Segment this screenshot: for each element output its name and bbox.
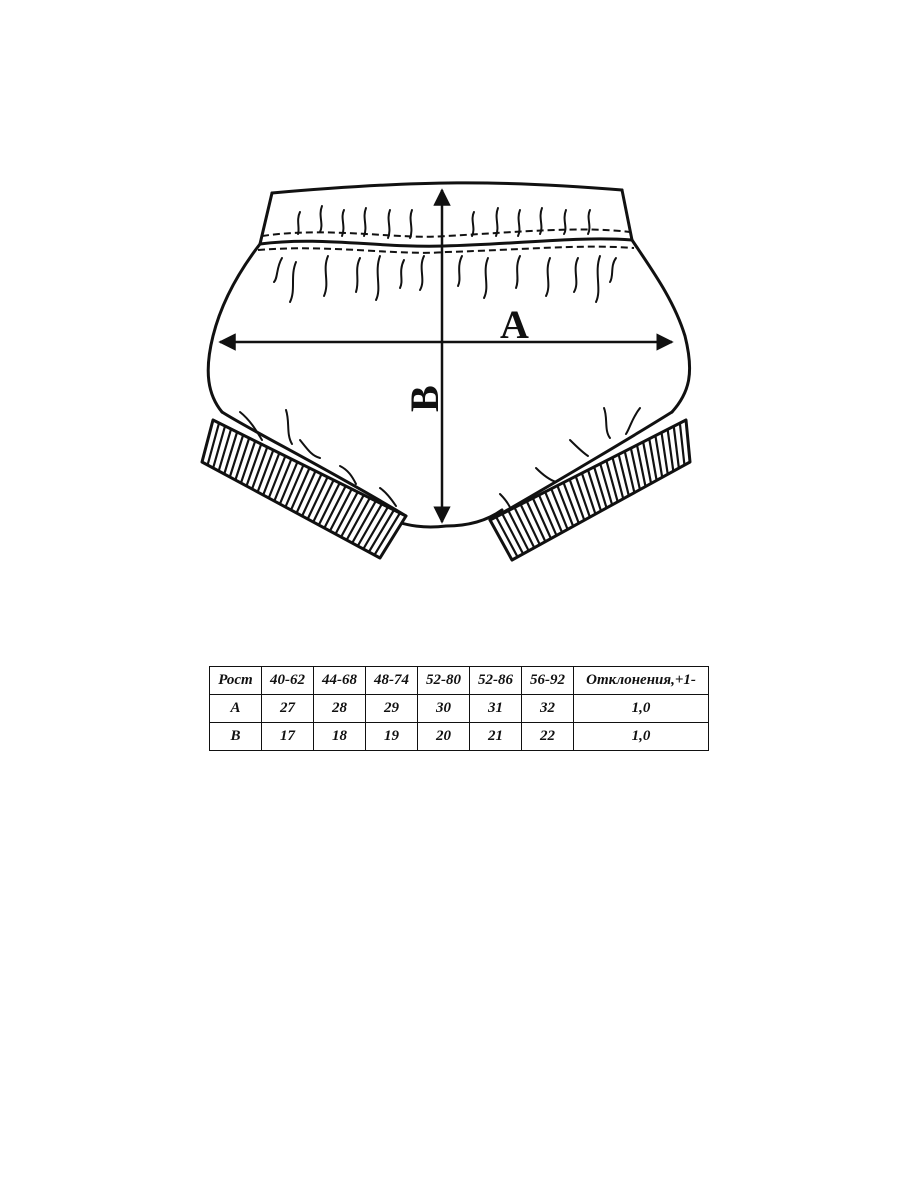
body-gathers [274, 256, 616, 302]
deviation-cell: 1,0 [574, 695, 709, 723]
table-cell: 20 [418, 723, 470, 751]
size-column-header: 40-62 [262, 667, 314, 695]
table-row [210, 695, 709, 723]
size-column-header: 48-74 [366, 667, 418, 695]
table-cell: 22 [522, 723, 574, 751]
right-ribbed-cuff [490, 420, 690, 560]
row-label: A [210, 695, 262, 723]
size-chart-table [209, 666, 709, 751]
waistband-top-edge [272, 183, 622, 193]
table-cell: 31 [470, 695, 522, 723]
table-cell: 18 [314, 723, 366, 751]
table-cell: 28 [314, 695, 366, 723]
measurement-a-label: A [500, 302, 529, 347]
header-height-label: Рост [210, 667, 262, 695]
table-cell: 32 [522, 695, 574, 723]
size-column-header: 44-68 [314, 667, 366, 695]
left-ribbed-cuff [202, 420, 406, 558]
size-column-header: 56-92 [522, 667, 574, 695]
waistband-bottom-seam [260, 239, 632, 246]
table-cell: 27 [262, 695, 314, 723]
waistband-stitch-line-1 [262, 229, 630, 236]
measurement-b-label: B [402, 385, 447, 412]
deviation-column-header: Отклонения,+1- [574, 667, 709, 695]
row-label: B [210, 723, 262, 751]
table-row [210, 723, 709, 751]
table-cell: 17 [262, 723, 314, 751]
size-column-header: 52-86 [470, 667, 522, 695]
size-header-row [210, 667, 709, 695]
table-cell: 29 [366, 695, 418, 723]
waistband-stitch-line-2 [258, 247, 634, 253]
shorts-body-outline [208, 240, 689, 412]
deviation-cell: 1,0 [574, 723, 709, 751]
size-column-header: 52-80 [418, 667, 470, 695]
table-cell: 30 [418, 695, 470, 723]
table-cell: 19 [366, 723, 418, 751]
table-cell: 21 [470, 723, 522, 751]
